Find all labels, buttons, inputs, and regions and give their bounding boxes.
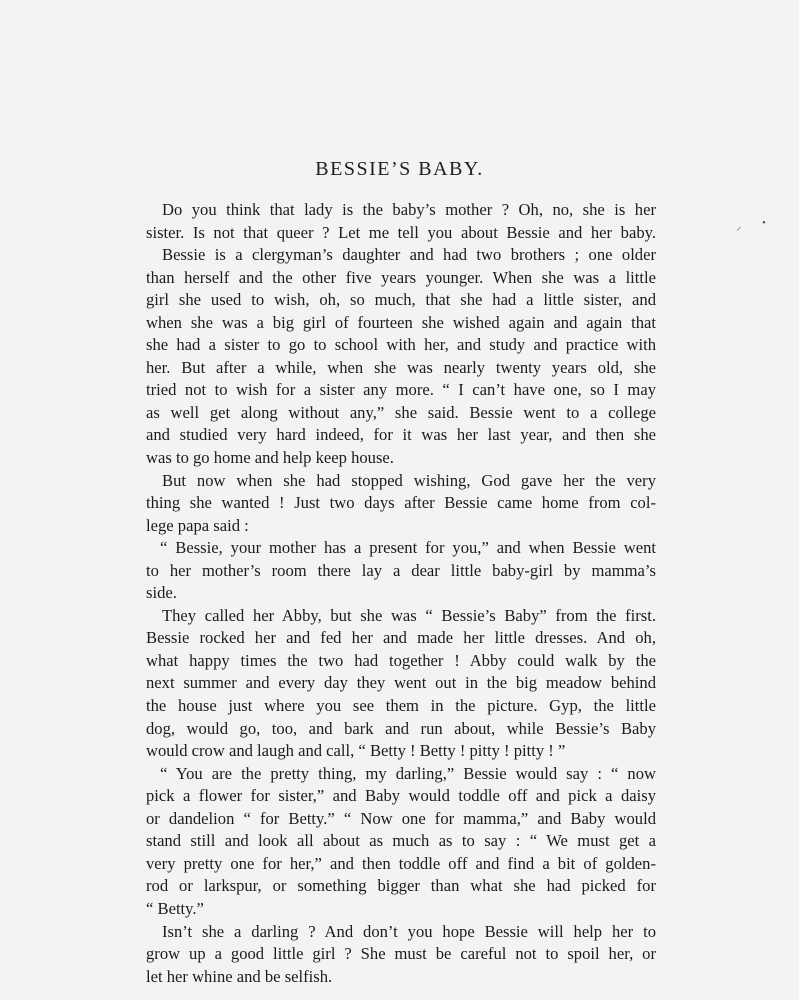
text-line: what happy times the two had together ! Abby could walk by the xyxy=(146,650,656,670)
text-line: “ Betty.” xyxy=(146,898,204,918)
text-line: when she was a big girl of fourteen she wished again and again that xyxy=(146,312,656,332)
text-line: very pretty one for her,” and then toddle off and find a bit of golden- xyxy=(146,853,656,873)
text-line: girl she used to wish, oh, so much, that she had a little sister, and xyxy=(146,290,656,310)
text-line: was to go home and help keep house. xyxy=(146,448,394,468)
text-line: thing she wanted ! Just two days after Bessie came home from col- xyxy=(146,493,656,513)
text-line: lege papa said : xyxy=(146,515,249,535)
margin-mark: • xyxy=(762,217,766,229)
text-line: They called her Abby, but she was “ Bessie’s Baby” from the first. xyxy=(162,605,656,625)
text-line: dog, would go, too, and bark and run about, while Bessie’s Baby xyxy=(146,718,656,738)
text-line: would crow and laugh and call, “ Betty ! Betty ! pitty ! pitty ! ” xyxy=(146,741,566,761)
text-line: rod or larkspur, or something bigger than what she had picked for xyxy=(146,876,656,896)
text-line: the house just where you see them in the picture. Gyp, the little xyxy=(146,696,656,716)
text-line: stand still and look all about as much as to say : “ We must get a xyxy=(146,831,656,851)
page-title: BESSIE’S BABY. xyxy=(315,158,484,180)
text-line: Bessie rocked her and fed her and made her little dresses. And oh, xyxy=(146,628,656,648)
text-line: grow up a good little girl ? She must be careful not to spoil her, or xyxy=(146,944,656,964)
text-line: and studied very hard indeed, for it was her last year, and then she xyxy=(146,425,656,445)
text-line: Bessie is a clergyman’s daughter and had two brothers ; one older xyxy=(162,245,656,265)
text-line: Isn’t she a darling ? And don’t you hope Bessie will help her to xyxy=(162,921,656,941)
text-line: as well get along without any,” she said. Bessie went to a college xyxy=(146,402,656,422)
text-line: “ You are the pretty thing, my darling,” Bessie would say : “ now xyxy=(160,763,656,783)
text-line: next summer and every day they went out in the big meadow behind xyxy=(146,673,656,693)
text-line: Do you think that lady is the baby’s mother ? Oh, no, she is her xyxy=(162,200,656,219)
text-line: tried not to wish for a sister any more. “ I can’t have one, so I may xyxy=(146,380,656,400)
text-line: to her mother’s room there lay a dear little baby-girl by mamma’s xyxy=(146,560,656,580)
text-line: sister. Is not that queer ? Let me tell you about Bessie and her baby. xyxy=(146,222,656,242)
text-line: side. xyxy=(146,583,177,603)
text-line: or dandelion “ for Betty.” “ Now one for mamma,” and Baby would xyxy=(146,808,656,828)
text-line: than herself and the other five years younger. When she was a little xyxy=(146,267,656,287)
text-line: pick a flower for sister,” and Baby would toddle off and pick a daisy xyxy=(146,786,656,806)
text-line: But now when she had stopped wishing, God gave her the very xyxy=(162,470,656,490)
text-line: “ Bessie, your mother has a present for you,” and when Bessie went xyxy=(160,538,656,558)
text-line: her. But after a while, when she was nearly twenty years old, she xyxy=(146,357,656,377)
text-line: she had a sister to go to school with her, and study and practice with xyxy=(146,335,656,355)
text-line: let her whine and be selfish. xyxy=(146,966,333,986)
story-text xyxy=(146,199,656,988)
margin-mark: ⸝ xyxy=(736,221,742,233)
